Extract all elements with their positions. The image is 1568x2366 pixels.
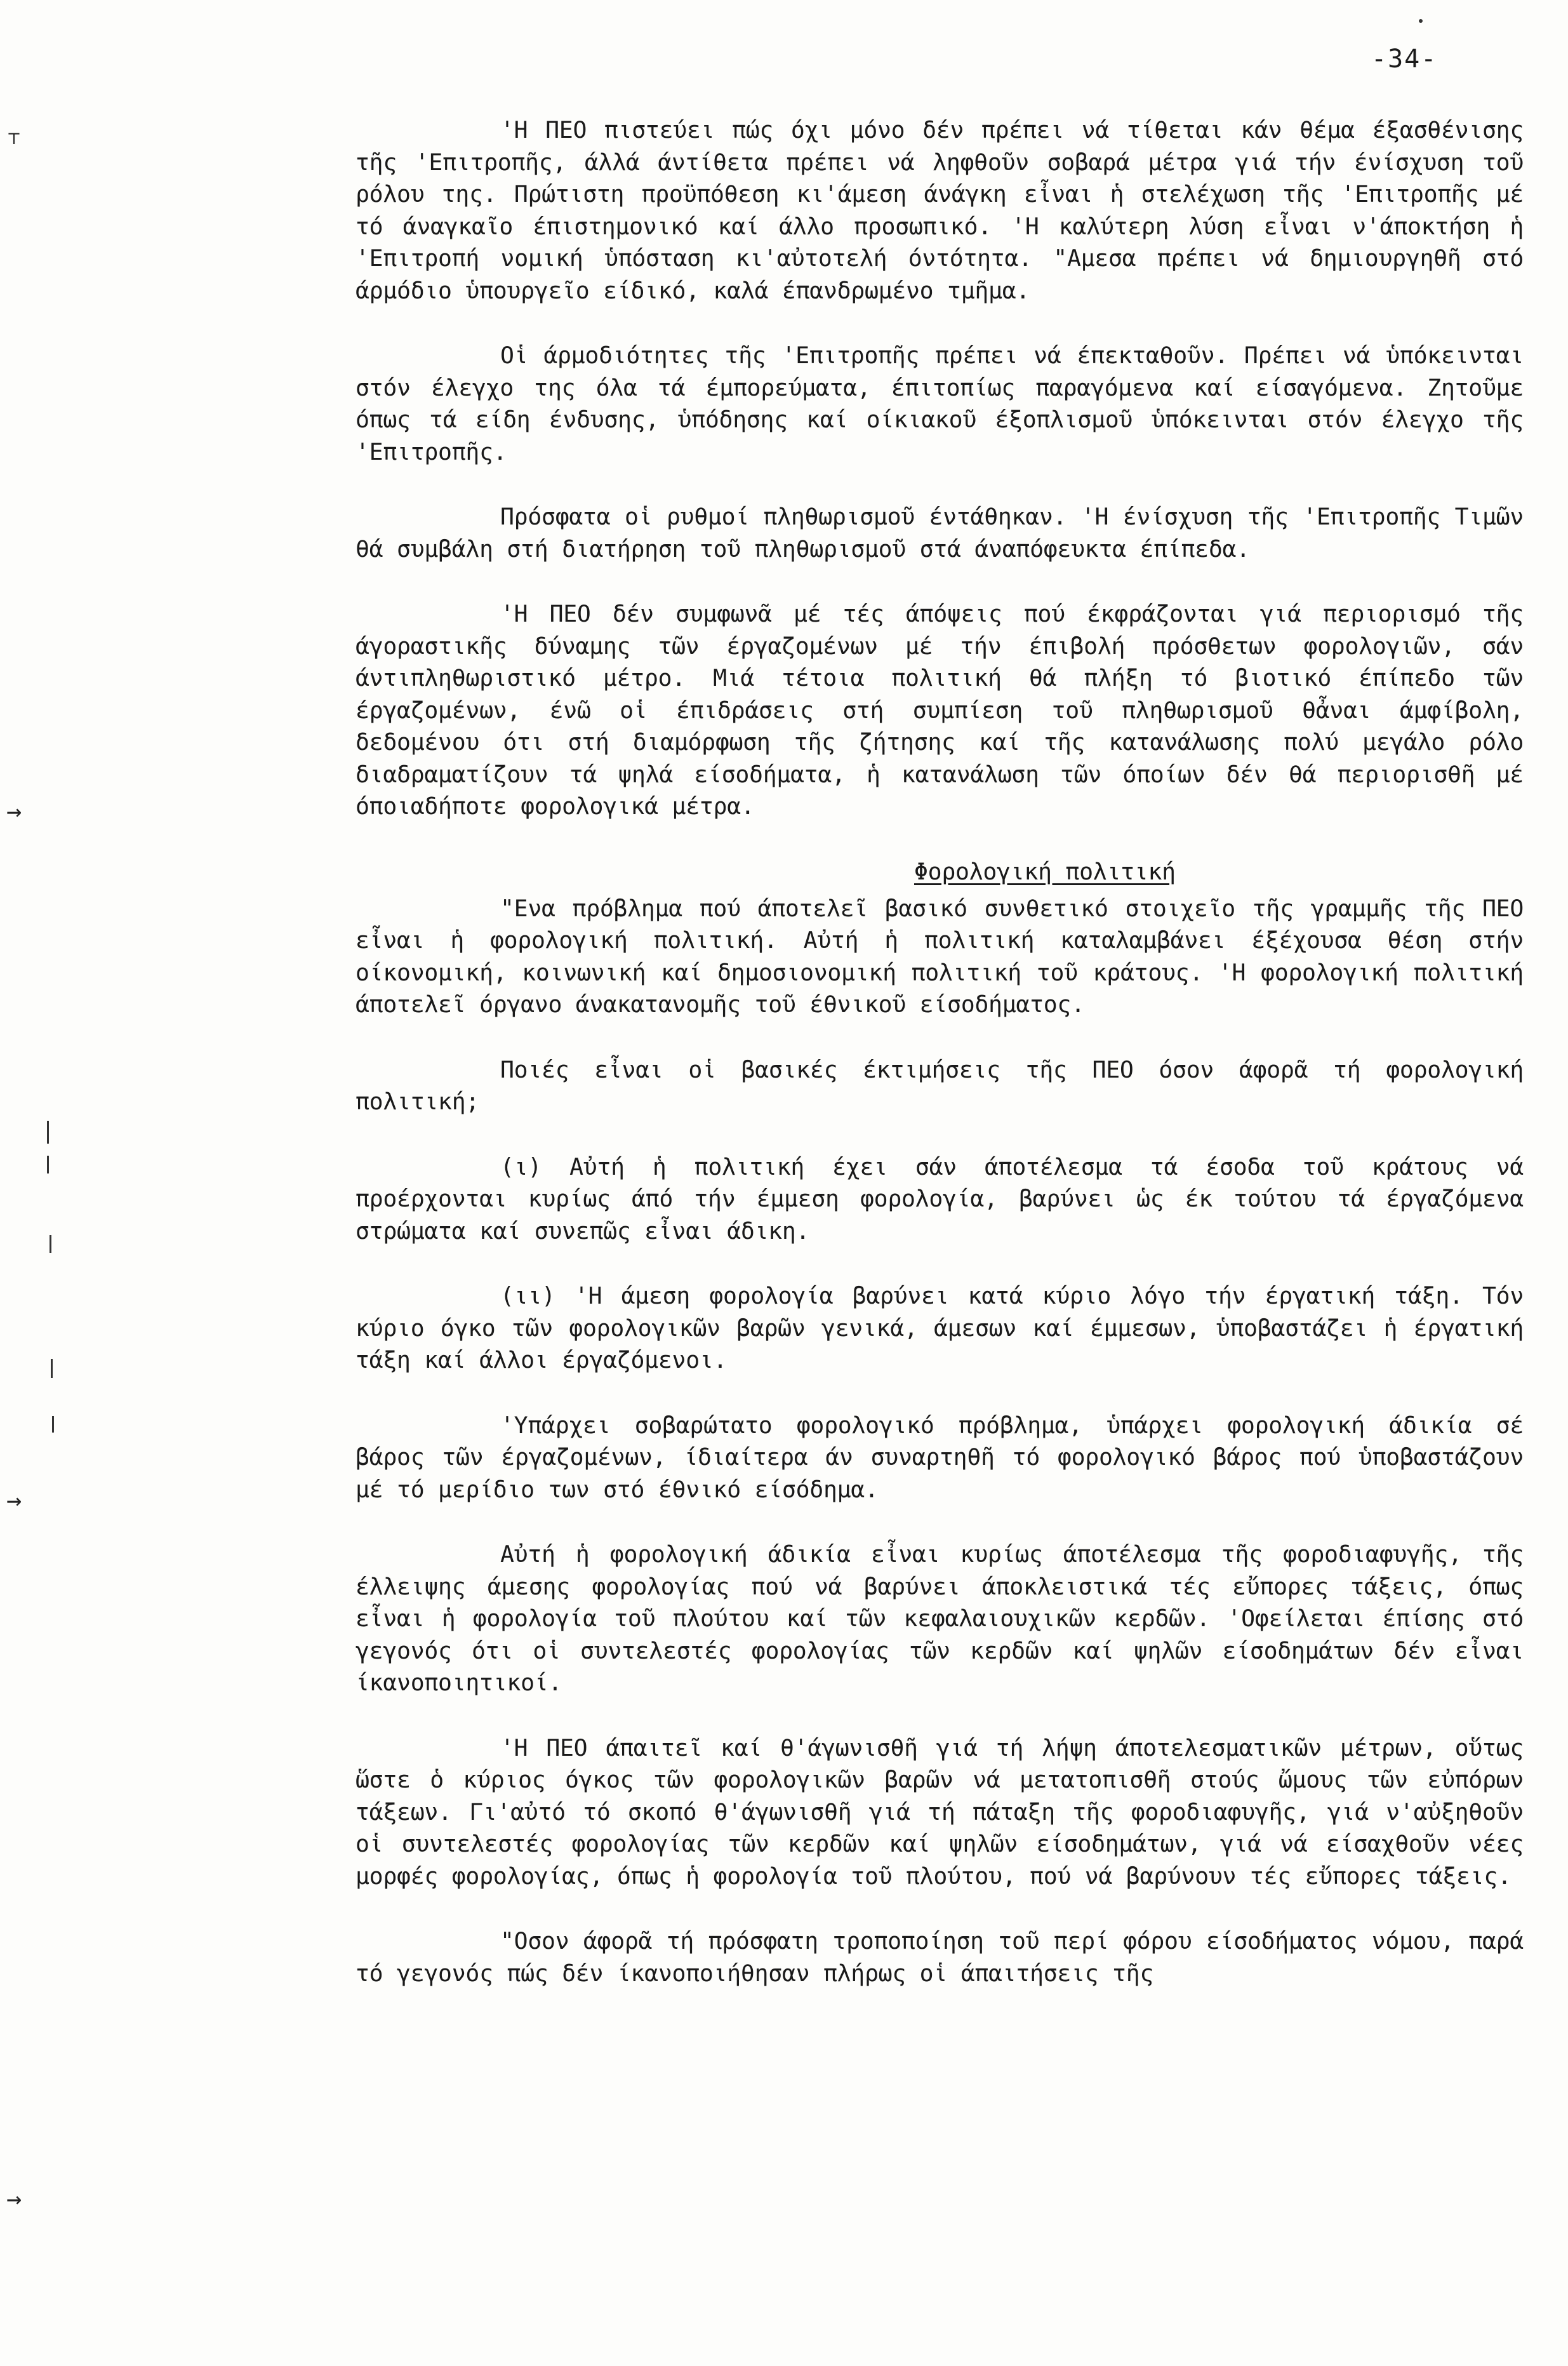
margin-tick [50, 1235, 51, 1253]
margin-mark-bottom: → [6, 2184, 22, 2214]
margin-mark-middle: → [6, 797, 22, 826]
margin-dot [1419, 19, 1423, 23]
paragraph: Αὐτή ἡ φορολογική άδικία εἶναι κυρίως άποτέλεσμα τῆς φοροδιαφυγῆς, τῆς έλλειψης άμεσης φορολογίας πού νά βαρύνει άποκλειστικά τές εὔπορες τάξεις, όπως εἶναι ἡ φορολογία τοῦ πλούτου καί τῶν κεφαλαιουχικῶν κερδῶν. 'Οφείλεται έπίσης στό γεγονός ότι οἱ συντελεστές φορολογίας τῶν κερδῶν καί ψηλῶν είσοδημάτων δέν εἶναι ίκανοποιητικοί. [355, 1541, 1524, 1696]
margin-tick [52, 1416, 54, 1433]
paragraph: 'Η ΠΕΟ άπαιτεῖ καί θ'άγωνισθῆ γιά τή λήψη άποτελεσματικῶν μέτρων, οὕτως ὥστε ὁ κύριος όγκος τῶν φορολογικῶν βαρῶν νά μετατοπισθῆ στούς ὤμους τῶν εὐπόρων τάξεων. Γι'αὐτό τό σκοπό θ'άγωνισθῆ γιά τή πάταξη τῆς φοροδιαφυγῆς, γιά ν'αὐξηθοῦν οἱ συντελεστές φορολογίας τῶν κερδῶν καί ψηλῶν είσοδημάτων, γιά νά είσαχθοῦν νέες μορφές φορολογίας, όπως ἡ φορολογία τοῦ πλούτου, πού νά βαρύνουν τές εὔπορες τάξεις. [355, 1734, 1524, 1890]
paragraph: 'Υπάρχει σοβαρώτατο φορολογικό πρόβλημα, ὑπάρχει φορολογική άδικία σέ βάρος τῶν έργαζομένων, ίδιαίτερα άν συναρτηθῆ τό φορολογικό βάρος πού ὑποβαστάζουν μέ τό μερίδιο των στό έθνικό είσόδημα. [355, 1411, 1524, 1503]
margin-mark-top: ⸆ [8, 128, 20, 157]
paragraph: (ιι) 'Η άμεση φορολογία βαρύνει κατά κύριο λόγο τήν έργατική τάξη. Τόν κύριο όγκο τῶν φορολογικῶν βαρῶν γενικά, άμεσων καί έμμεσων, ὑποβαστάζει ἡ έργατική τάξη καί άλλοι έργαζόμενοι. [355, 1282, 1524, 1373]
margin-tick [47, 1156, 49, 1173]
paragraph: "Οσον άφορᾶ τή πρόσφατη τροποποίηση τοῦ περί φόρου είσοδήματος νόμου, παρά τό γεγονός πώς δέν ίκανοποιήθησαν πλήρως οἱ άπαιτήσεις τῆς [355, 1927, 1524, 1987]
page-number: -34- [1371, 44, 1438, 74]
paragraph: 'Η ΠΕΟ πιστεύει πώς όχι μόνο δέν πρέπει νά τίθεται κάν θέμα έξασθένισης τῆς 'Επιτροπῆς, άλλά άντίθετα πρέπει νά ληφθοῦν σοβαρά μέτρα γιά τήν ένίσχυση τοῦ ρόλου της. Πρώτιστη προϋπόθεση κι'άμεση άνάγκη εἶναι ἡ στελέχωση τῆς 'Επιτροπῆς μέ τό άναγκαῖο έπιστημονικό καί άλλο προσωπικό. 'Η καλύτερη λύση εἶναι ν'άποκτήση ἡ 'Επιτροπή νομική ὑπόσταση κι'αὐτοτελή όντότητα. "Αμεσα πρέπει νά δημιουργηθῆ στό άρμόδιο ὑπουργεῖο είδικό, καλά έπανδρωμένο τμῆμα. [355, 116, 1524, 304]
paragraph: Ποιές εἶναι οἱ βασικές έκτιμήσεις τῆς ΠΕΟ όσον άφορᾶ τή φορολογική πολιτική; [355, 1055, 1524, 1115]
section-heading-text: Φορολογική πολιτική [914, 857, 1176, 885]
paragraph: "Ενα πρόβλημα πού άποτελεῖ βασικό συνθετικό στοιχεῖο τῆς γραμμῆς τῆς ΠΕΟ εἶναι ἡ φορολογική πολιτική. Αὐτή ἡ πολιτική καταλαμβάνει έξέχουσα θέση στήν οίκονομική, κοινωνική καί δημοσιονομική πολιτική τοῦ κράτους. 'Η φορολογική πολιτική άποτελεῖ όργανο άνακατανομῆς τοῦ έθνικοῦ είσοδήματος. [355, 894, 1524, 1018]
paragraph: 'Η ΠΕΟ δέν συμφωνᾶ μέ τές άπόψεις πού έκφράζονται γιά περιορισμό τῆς άγοραστικῆς δύναμης τῶν έργαζομένων μέ τήν έπιβολή πρόσθετων φορολογιῶν, σάν άντιπληθωριστικό μέτρο. Μιά τέτοια πολιτική θά πλήξη τό βιοτικό έπίπεδο τῶν έργαζομένων, ένῶ οἱ έπιδράσεις στή συμπίεση τοῦ πληθωρισμοῦ θἆναι άμφίβολη, δεδομένου ότι στή διαμόρφωση τῆς ζήτησης καί τῆς κατανάλωσης πολύ μεγάλο ρόλο διαδραματίζουν τά ψηλά είσοδήματα, ἡ κατανάλωση τῶν όποίων δέν θά περιορισθῆ μέ όποιαδήποτε φορολογικά μέτρα. [355, 600, 1524, 820]
section-heading [355, 856, 1524, 888]
paragraph: Πρόσφατα οἱ ρυθμοί πληθωρισμοῦ έντάθηκαν. 'Η ένίσχυση τῆς 'Επιτροπῆς Τιμῶν θά συμβάλη στή διατήρηση τοῦ πληθωρισμοῦ στά άναπόφευκτα έπίπεδα. [355, 503, 1524, 563]
paragraph: Οἱ άρμοδιότητες τῆς 'Επιτροπῆς πρέπει νά έπεκταθοῦν. Πρέπει νά ὑπόκεινται στόν έλεγχο της όλα τά έμπορεύματα, έπιτοπίως παραγόμενα καί είσαγόμενα. Ζητοῦμε όπως τά είδη ένδυσης, ὑπόδησης καί οίκιακοῦ έξοπλισμοῦ ὑπόκεινται στόν έλεγχο τῆς 'Επιτροπῆς. [355, 342, 1524, 465]
margin-mark-lower: → [6, 1486, 22, 1515]
margin-tick [47, 1121, 49, 1144]
document-body [355, 114, 1524, 2022]
paragraph: (ι) Αὐτή ἡ πολιτική έχει σάν άποτέλεσμα τά έσοδα τοῦ κράτους νά προέρχονται κυρίως άπό τήν έμμεση φορολογία, βαρύνει ὡς έκ τούτου τά έργαζόμενα στρώματα καί συνεπῶς εἶναι άδικη. [355, 1153, 1524, 1245]
margin-tick [51, 1359, 53, 1378]
